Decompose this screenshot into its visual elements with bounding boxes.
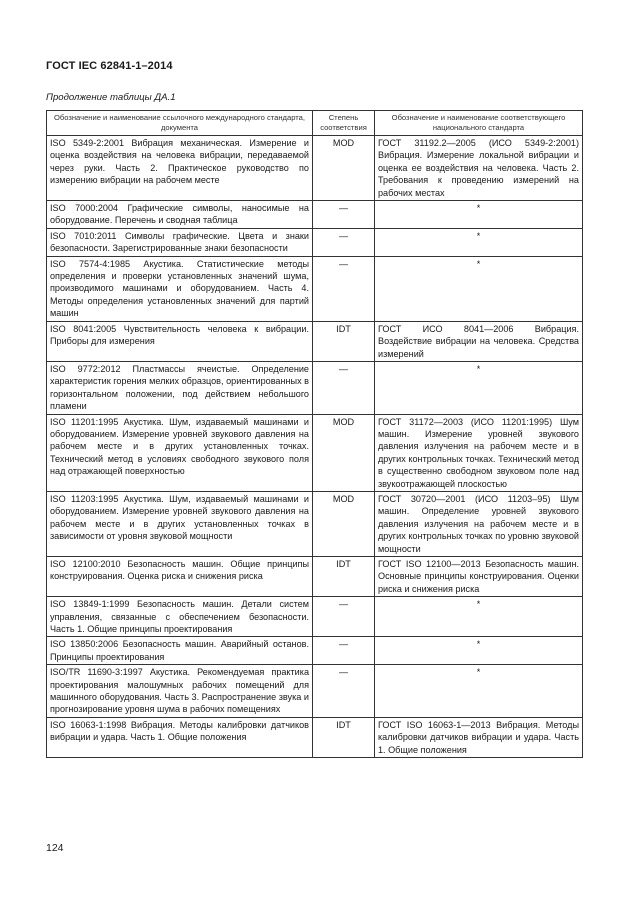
national-standard-cell: *: [375, 228, 583, 256]
degree-cell: —: [313, 665, 375, 718]
national-standard-cell: ГОСТ ИСО 8041—2006 Вибрация. Воздействие вибрации на человека. Средства измерений: [375, 321, 583, 361]
international-standard-cell: ISO 5349-2:2001 Вибрация механическая. Измерение и оценка воздействия на человека вибрации, передаваемой через руки. Часть 2. Практическое руководство по измерению вибрации на рабочем месте: [47, 136, 313, 201]
degree-cell: —: [313, 228, 375, 256]
national-standard-cell: ГОСТ 30720—2001 (ИСО 11203–95) Шум машин. Определение уровней звукового давления излучения на рабочем месте и в других контрольных точках по уровню звуковой мощности: [375, 491, 583, 556]
degree-cell: —: [313, 256, 375, 321]
international-standard-cell: ISO 11203:1995 Акустика. Шум, издаваемый машинами и оборудованием. Измерение уровней звукового давления на рабочем месте и в других установленных точках в зависимости от уровня звуковой мощности: [47, 491, 313, 556]
national-standard-cell: *: [375, 361, 583, 414]
international-standard-cell: ISO 12100:2010 Безопасность машин. Общие принципы конструирования. Оценка риска и снижения риска: [47, 557, 313, 597]
international-standard-cell: ISO 7000:2004 Графические символы, наносимые на оборудование. Перечень и сводная таблица: [47, 201, 313, 229]
international-standard-cell: ISO 13850:2006 Безопасность машин. Аварийный останов. Принципы проектирования: [47, 637, 313, 665]
international-standard-cell: ISO 7574-4:1985 Акустика. Статистические методы определения и проверки установленных значений шума, производимого машинами и оборудованием. Часть 4. Методы определения установленных значений для партий машин: [47, 256, 313, 321]
table-row: [47, 491, 583, 556]
national-standard-cell: *: [375, 665, 583, 718]
degree-cell: —: [313, 201, 375, 229]
international-standard-cell: ISO 9772:2012 Пластмассы ячеистые. Определение характеристик горения мелких образцов, ориентированных в горизонтальном положении, под действием небольшого пламени: [47, 361, 313, 414]
table-row: [47, 665, 583, 718]
table-row: [47, 717, 583, 757]
degree-cell: IDT: [313, 557, 375, 597]
table-row: [47, 361, 583, 414]
international-standard-cell: ISO 7010:2011 Символы графические. Цвета и знаки безопасности. Зарегистрированные знаки безопасности: [47, 228, 313, 256]
national-standard-cell: ГОСТ 31192.2—2005 (ИСО 5349-2:2001) Вибрация. Измерение локальной вибрации и оценка ее воздействия на человека. Часть 2. Требования к проведению измерений на рабочих местах: [375, 136, 583, 201]
degree-cell: IDT: [313, 717, 375, 757]
table-row: [47, 557, 583, 597]
national-standard-cell: *: [375, 597, 583, 637]
correspondence-table: [46, 110, 583, 758]
table-row: [47, 321, 583, 361]
national-standard-cell: *: [375, 637, 583, 665]
degree-cell: —: [313, 597, 375, 637]
degree-cell: IDT: [313, 321, 375, 361]
national-standard-cell: ГОСТ ISO 12100—2013 Безопасность машин. Основные принципы конструирования. Оценки риска и снижения риска: [375, 557, 583, 597]
table-row: [47, 228, 583, 256]
page-number: 124: [46, 842, 64, 854]
national-standard-cell: ГОСТ 31172—2003 (ИСО 11201:1995) Шум машин. Измерение уровней звукового давления излучения на рабочем месте и в других контрольных точках. Технический метод в существенно свободном звуковом поле над звукоотражающей плоскостью: [375, 414, 583, 491]
degree-cell: —: [313, 361, 375, 414]
degree-cell: MOD: [313, 136, 375, 201]
degree-cell: MOD: [313, 491, 375, 556]
document-title: ГОСТ IEC 62841-1–2014: [46, 60, 173, 72]
national-standard-cell: *: [375, 201, 583, 229]
international-standard-cell: ISO 16063-1:1998 Вибрация. Методы калибровки датчиков вибрации и удара. Часть 1. Общие положения: [47, 717, 313, 757]
header-national-standard: Обозначение и наименование соответствующего национального стандарта: [375, 111, 583, 136]
table-row: [47, 597, 583, 637]
table-header-row: [47, 111, 583, 136]
table-row: [47, 414, 583, 491]
table-caption: Продолжение таблицы ДА.1: [46, 92, 176, 103]
international-standard-cell: ISO 11201:1995 Акустика. Шум, издаваемый машинами и оборудованием. Измерение уровней звукового давления на рабочем месте и в других установленных точках. Технический метод в условиях свободного звукового поля над отражающей поверхностью: [47, 414, 313, 491]
international-standard-cell: ISO 8041:2005 Чувствительность человека к вибрации. Приборы для измерения: [47, 321, 313, 361]
header-international-standard: Обозначение и наименование ссылочного международного стандарта, документа: [47, 111, 313, 136]
table-row: [47, 136, 583, 201]
national-standard-cell: *: [375, 256, 583, 321]
international-standard-cell: ISO 13849-1:1999 Безопасность машин. Детали систем управления, связанные с обеспечением безопасности. Часть 1. Общие принципы проектирования: [47, 597, 313, 637]
international-standard-cell: ISO/TR 11690-3:1997 Акустика. Рекомендуемая практика проектирования малошумных рабочих помещений для машинного оборудования. Часть 3. Распространение звука и прогнозирование уровня шума в рабочих помещениях: [47, 665, 313, 718]
degree-cell: MOD: [313, 414, 375, 491]
table-row: [47, 256, 583, 321]
degree-cell: —: [313, 637, 375, 665]
header-degree-of-correspondence: Степень соответствия: [313, 111, 375, 136]
table-row: [47, 201, 583, 229]
national-standard-cell: ГОСТ ISO 16063-1—2013 Вибрация. Методы калибровки датчиков вибрации и удара. Часть 1. Общие положения: [375, 717, 583, 757]
table-row: [47, 637, 583, 665]
